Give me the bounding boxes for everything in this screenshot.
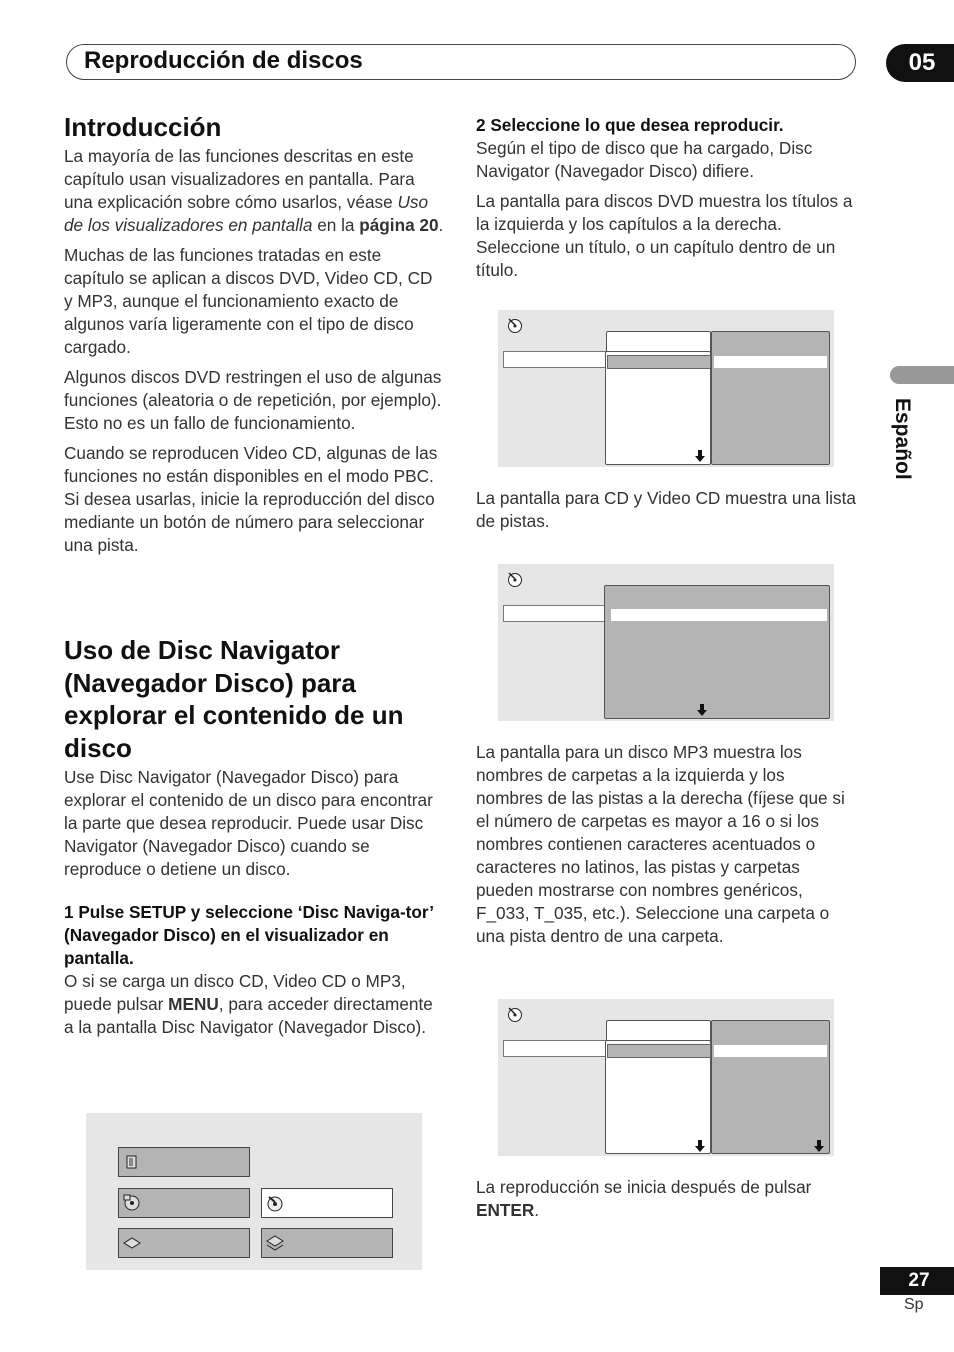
disc-navigator-button [261, 1188, 393, 1218]
video-settings-icon [122, 1233, 142, 1253]
final-instruction [476, 1176, 856, 1222]
intro-paragraph-4: Cuando se reproducen Video CD, algunas de las funciones no están disponibles en el modo PBC. Si desea usarlas, inicie la reproducción del disco mediante un botón de número para seleccionar una pista. [64, 443, 438, 555]
audio-settings-icon [122, 1152, 142, 1172]
page-number: 27 [880, 1267, 954, 1295]
text: . [438, 215, 444, 235]
step-1-title: 1 Pulse SETUP y seleccione ‘Disc Naviga-tor’ (Navegador Disco) en el visualizador en pantalla. [64, 902, 434, 968]
chapter-list-panel [711, 331, 830, 465]
setup-menu-screen [86, 1113, 422, 1270]
menu-key: MENU [168, 994, 219, 1014]
intro-paragraph-3: Algunos discos DVD restringen el uso de algunas funciones (aleatoria o de repetición, por ejemplo). Esto no es un fallo de funcionamiento. [64, 367, 442, 433]
down-arrow-icon [695, 450, 705, 462]
mp3-navigator-screen [498, 999, 834, 1156]
step-2-title: 2 Seleccione lo que desea reproducir. [476, 115, 784, 135]
track-list-panel [604, 585, 830, 719]
mp3-screen-description: La pantalla para un disco MP3 muestra los nombres de carpetas a la izquierda y los nombres de las pistas a la derecha (fíjese que si el número de carpetas es mayor a 16 o si los nombres contienen caracteres acentuados o caracteres no latinos, las pistas y carpetas pueden mostrarse con nombres genéricos, F_033, T_035, etc.). Seleccione una carpeta o una pista dentro de una carpeta. [476, 742, 845, 946]
enter-key: ENTER [476, 1200, 535, 1220]
selected-mp3-track-row [714, 1045, 827, 1057]
disc-icon [506, 316, 524, 334]
navigator-text [64, 766, 444, 1039]
page-reference: página 20 [359, 215, 439, 235]
text: La mayoría de las funciones descritas en este capítulo usan visualizadores en pantalla. Para una explicación sobre cómo usarlos, véase [64, 146, 415, 212]
video-settings-button [118, 1228, 250, 1258]
section-title: Reproducción de discos [84, 47, 363, 74]
language-tab-marker [890, 366, 954, 384]
navigator-heading: Uso de Disc Navigator (Navegador Disco) para explorar el contenido de un disco [64, 635, 404, 763]
play-mode-icon [265, 1233, 285, 1253]
audio-settings-button [118, 1147, 250, 1177]
disc-icon-button [118, 1188, 250, 1218]
selected-chapter-row [714, 356, 827, 368]
down-arrow-icon [814, 1140, 824, 1152]
intro-paragraph-1 [64, 145, 444, 237]
play-mode-button [261, 1228, 393, 1258]
selected-folder-row [503, 1040, 607, 1057]
navigator-paragraph-1: Use Disc Navigator (Navegador Disco) para explorar el contenido de un disco para encontrar la parte que desea reproducir. Puede usar Disc Navigator (Navegador Disco) cuando se reproduce o detiene un disco. [64, 767, 433, 879]
folder-highlight [607, 1044, 711, 1058]
language-tab [880, 398, 920, 508]
page-reference-title: Uso de los visualizadores en pantalla [64, 192, 429, 235]
title-highlight [607, 355, 711, 369]
step-2 [476, 114, 856, 282]
down-arrow-icon [697, 704, 707, 716]
language-tab-label: Español [891, 398, 914, 480]
step-2-text: Según el tipo de disco que ha cargado, Disc Navigator (Navegador Disco) difiere. [476, 138, 813, 181]
chapter-badge: 05 [886, 44, 954, 82]
dvd-navigator-screen [498, 310, 834, 467]
text: . [534, 1200, 540, 1220]
down-arrow-icon [695, 1140, 705, 1152]
cd-screen-description: La pantalla para CD y Video CD muestra una lista de pistas. [476, 488, 856, 531]
step-1-text [64, 970, 444, 1039]
disc-icon [506, 570, 524, 588]
selected-title-row [503, 351, 607, 368]
disc-icon [506, 1005, 524, 1023]
text: , para acceder directamente a la pantalla Disc Navigator (Navegador Disco). [64, 994, 433, 1037]
cd-navigator-screen [498, 564, 834, 721]
text: O si se carga un disco CD, Video CD o MP3, puede pulsar [64, 971, 406, 1014]
intro-heading: Introducción [64, 112, 222, 142]
track-label-row [503, 605, 607, 622]
intro-text [64, 145, 444, 557]
mp3-track-list-panel [711, 1020, 830, 1154]
text: La reproducción se inicia después de pulsar [476, 1177, 812, 1197]
selected-track-row [611, 609, 827, 621]
disc-icon [122, 1193, 142, 1213]
intro-paragraph-2: Muchas de las funciones tratadas en este capítulo se aplican a discos DVD, Video CD, CD y MP3, aunque el funcionamiento exacto de algunos varía ligeramente con el tipo de disco cargado. [64, 245, 433, 357]
page-language-code: Sp [904, 1296, 924, 1313]
text: en la [312, 215, 360, 235]
dvd-screen-description: La pantalla para discos DVD muestra los títulos a la izquierda y los capítulos a la derecha. Seleccione un título, o un capítulo dentro de un título. [476, 191, 853, 280]
disc-navigator-icon [265, 1193, 285, 1213]
